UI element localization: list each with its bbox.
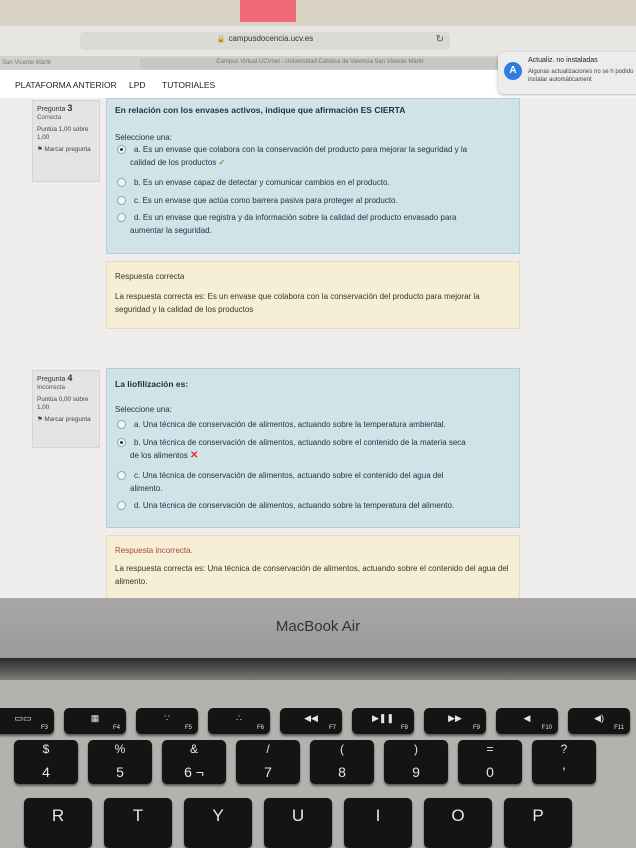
key-label: F11 xyxy=(614,725,624,731)
key-r[interactable] xyxy=(24,798,92,848)
key-label: F5 xyxy=(184,725,192,731)
key-label: 6 ¬ xyxy=(184,764,204,780)
key-label: 5 xyxy=(116,764,124,780)
nav-item-plataforma-anterior[interactable]: PLATAFORMA ANTERIOR xyxy=(15,80,117,90)
url-field[interactable] xyxy=(80,32,450,50)
flag-icon: ⚑ xyxy=(37,416,43,423)
question-number: 4 xyxy=(67,373,73,383)
keyboard xyxy=(0,680,636,848)
key-label: 0 xyxy=(486,764,494,780)
feedback-body: La respuesta correcta es: Una técnica de conservación de alimentos, actuando sobre el contenido del agua del alimento. xyxy=(115,564,509,586)
notification-title: Actualiz. no instaladas xyxy=(528,57,598,64)
question-label: Pregunta xyxy=(37,106,66,113)
key-label: R xyxy=(51,806,65,825)
key-o[interactable] xyxy=(424,798,492,848)
question-text: La liofilización es: xyxy=(115,379,189,389)
question-score: Puntúa 1,00 sobre 1,00 xyxy=(37,126,89,141)
key-shift-label: / xyxy=(266,742,270,756)
key-3[interactable] xyxy=(236,740,300,784)
key-t[interactable] xyxy=(104,798,172,848)
radio-selected[interactable] xyxy=(117,145,126,154)
key-f9[interactable] xyxy=(424,708,486,734)
laptop-brand-label: MacBook Air xyxy=(275,618,361,635)
key-5[interactable] xyxy=(384,740,448,784)
key-f3[interactable] xyxy=(0,708,54,734)
feedback-body: La respuesta correcta es: Es un envase que colabora con la conservación del producto para mejorar la seguridad y la calidad de los productos xyxy=(115,292,480,314)
feedback-box-4 xyxy=(106,535,520,599)
key-shift-label: ) xyxy=(414,742,418,756)
key-shift-label: ( xyxy=(340,742,344,756)
nav-item-lpd[interactable]: LPD xyxy=(129,80,146,90)
key-label: U xyxy=(291,806,305,825)
option-d[interactable]: d. Es un envase que registra y da información sobre la calidad del producto envasado para aumentar la seguridad. xyxy=(117,211,512,237)
quiz-review-page xyxy=(0,98,636,598)
option-b[interactable]: b. Es un envase capaz de detectar y comunicar cambios en el producto. xyxy=(117,176,512,189)
question-state: Incorrecta xyxy=(37,384,65,391)
radio-button[interactable] xyxy=(117,213,126,222)
key-label: F8 xyxy=(400,725,408,731)
question-box-3 xyxy=(106,98,520,254)
cross-icon: ✕ xyxy=(190,450,199,461)
update-notification[interactable] xyxy=(498,52,636,94)
feedback-title: Respuesta correcta xyxy=(115,272,185,281)
key-icon: ▶▶ xyxy=(448,713,462,723)
key-1[interactable] xyxy=(88,740,152,784)
select-one-label: Seleccione una: xyxy=(115,405,172,414)
key-icon: ∵ xyxy=(164,713,170,723)
tab-left[interactable]: San Vicente Mártir xyxy=(2,60,52,66)
key-icon: ▦ xyxy=(90,713,100,723)
question-info-4 xyxy=(32,370,100,448)
app-store-icon: A xyxy=(504,62,522,80)
tab-active[interactable]: Campus Virtual UCVnet - Universidad Católica de Valencia San Vicente Mártir xyxy=(140,58,500,69)
key-label: I xyxy=(375,806,381,825)
key-7[interactable] xyxy=(532,740,596,784)
laptop-bezel xyxy=(0,598,636,658)
key-icon: ◀◀ xyxy=(304,713,318,723)
key-4[interactable] xyxy=(310,740,374,784)
key-i[interactable] xyxy=(344,798,412,848)
url-text: campusdocencia.ucv.es xyxy=(228,34,314,43)
key-label: 8 xyxy=(338,764,346,780)
key-y[interactable] xyxy=(184,798,252,848)
laptop-hinge xyxy=(0,658,636,680)
notification-body: Algunas actualizaciones no se h podido instalar automáticament xyxy=(528,69,634,83)
key-shift-label: $ xyxy=(42,742,50,756)
option-a[interactable]: a. Es un envase que colabora con la conservación del producto para mejorar la seguridad y la calidad de los productos ✓ xyxy=(117,143,512,169)
key-label: F7 xyxy=(328,725,336,731)
key-2[interactable] xyxy=(162,740,226,784)
key-f10[interactable] xyxy=(496,708,558,734)
key-label: 7 xyxy=(264,764,272,780)
key-label: P xyxy=(532,806,544,825)
key-f5[interactable] xyxy=(136,708,198,734)
key-shift-label: = xyxy=(486,742,494,756)
sticky-note xyxy=(240,0,296,22)
option-d[interactable]: d. Una técnica de conservación de alimentos, actuando sobre la temperatura del alimento. xyxy=(117,499,512,512)
flag-question-link[interactable]: ⚑ Marcar pregunta xyxy=(37,416,91,423)
key-u[interactable] xyxy=(264,798,332,848)
nav-item-tutoriales[interactable]: TUTORIALES xyxy=(162,80,216,90)
key-shift-label: & xyxy=(189,742,198,756)
key-label: F9 xyxy=(472,725,480,731)
key-icon: ◀ xyxy=(523,713,531,723)
radio-button[interactable] xyxy=(117,501,126,510)
key-label: F6 xyxy=(256,725,264,731)
key-p[interactable] xyxy=(504,798,572,848)
question-box-4 xyxy=(106,368,520,528)
key-f4[interactable] xyxy=(64,708,126,734)
key-0[interactable] xyxy=(14,740,78,784)
radio-button[interactable] xyxy=(117,178,126,187)
key-label: F3 xyxy=(40,725,48,731)
feedback-title: Respuesta incorrecta. xyxy=(115,546,193,555)
key-label: Y xyxy=(212,806,224,825)
background-wall xyxy=(0,0,636,26)
reload-icon[interactable]: ↻ xyxy=(435,34,444,45)
key-label: F10 xyxy=(541,725,552,731)
key-f7[interactable] xyxy=(280,708,342,734)
key-label: T xyxy=(132,806,144,825)
check-icon: ✓ xyxy=(218,158,226,167)
option-b[interactable]: b. Una técnica de conservación de alimentos, actuando sobre el contenido de la materia seca de los alimentos ✕ xyxy=(117,436,512,462)
question-label: Pregunta xyxy=(37,376,66,383)
key-label: 4 xyxy=(42,764,50,780)
key-label: O xyxy=(451,806,465,825)
key-shift-label: ? xyxy=(560,742,568,756)
select-one-label: Seleccione una: xyxy=(115,133,172,142)
option-c[interactable]: c. Una técnica de conservación de alimentos, actuando sobre el contenido del agua del alimento. xyxy=(117,469,512,495)
key-label: ' xyxy=(562,764,566,780)
feedback-box-3 xyxy=(106,261,520,329)
radio-button[interactable] xyxy=(117,196,126,205)
flag-question-link[interactable]: ⚑ Marcar pregunta xyxy=(37,146,91,153)
option-c[interactable]: c. Es un envase que actúa como barrera pasiva para proteger al producto. xyxy=(117,194,512,207)
option-a[interactable]: a. Una técnica de conservación de alimentos, actuando sobre la temperatura ambiental. xyxy=(117,418,512,431)
question-info-3 xyxy=(32,100,100,182)
key-icon: ∴ xyxy=(236,713,242,723)
lock-icon: 🔒 xyxy=(216,36,226,43)
radio-selected[interactable] xyxy=(117,438,126,447)
flag-icon: ⚑ xyxy=(37,146,43,153)
radio-button[interactable] xyxy=(117,471,126,480)
radio-button[interactable] xyxy=(117,420,126,429)
key-icon: ▭▭ xyxy=(14,713,32,723)
question-text: En relación con los envases activos, indique que afirmación ES CIERTA xyxy=(115,105,406,115)
key-icon: ▶❚❚ xyxy=(371,713,394,723)
key-f8[interactable] xyxy=(352,708,414,734)
key-f11[interactable] xyxy=(568,708,630,734)
question-state: Correcta xyxy=(37,114,62,121)
question-number: 3 xyxy=(67,103,73,113)
key-label: 9 xyxy=(412,764,420,780)
key-shift-label: % xyxy=(114,742,126,756)
key-6[interactable] xyxy=(458,740,522,784)
key-icon: ◀) xyxy=(594,713,604,723)
question-score: Puntúa 0,00 sobre 1,00 xyxy=(37,396,89,411)
key-label: F4 xyxy=(112,725,120,731)
key-f6[interactable] xyxy=(208,708,270,734)
